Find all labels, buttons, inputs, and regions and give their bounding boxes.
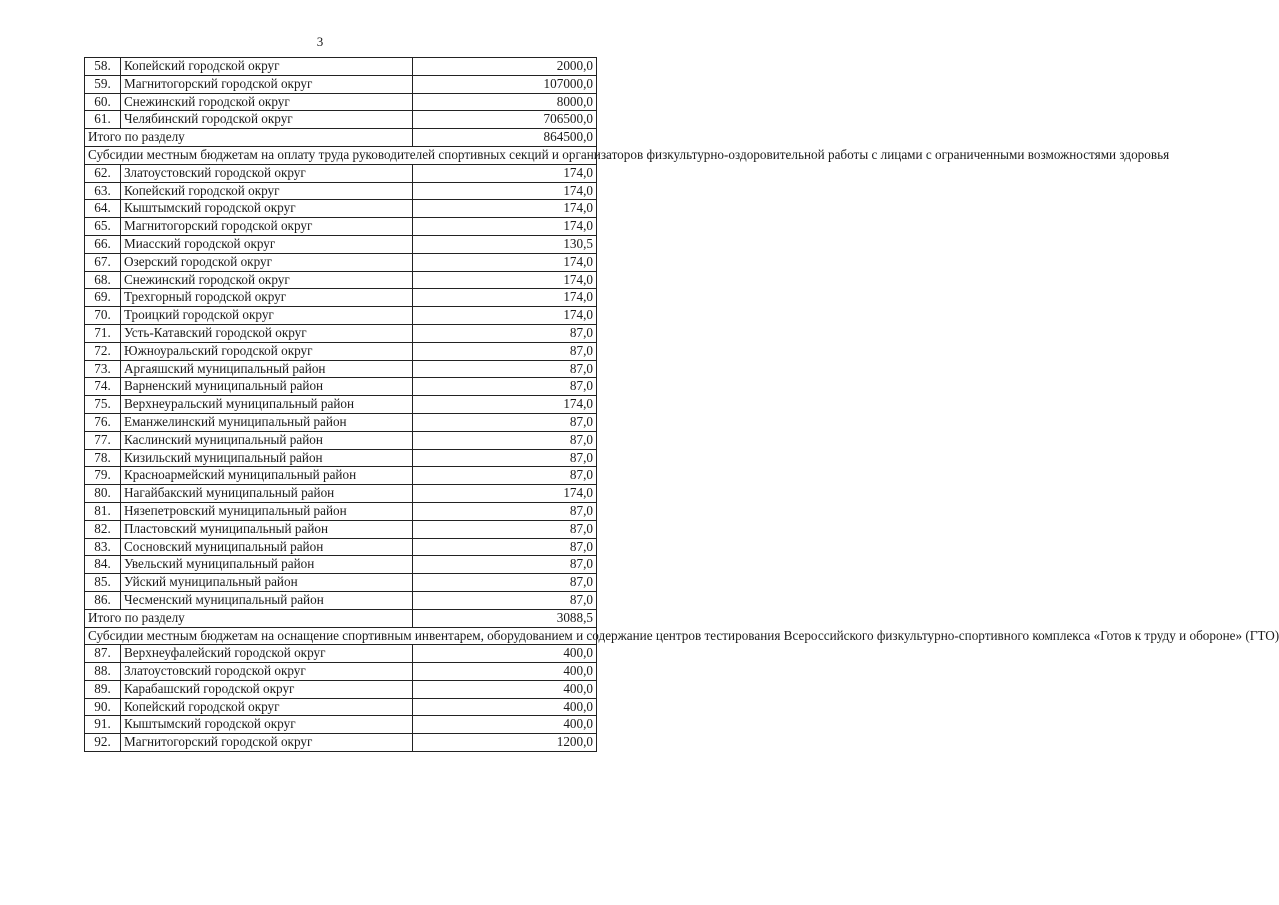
municipality-name: Аргаяшский муниципальный район (121, 360, 413, 378)
row-number: 90. (85, 698, 121, 716)
subsidy-amount: 174,0 (413, 182, 597, 200)
subsidy-amount: 87,0 (413, 378, 597, 396)
municipality-name: Магнитогорский городской округ (121, 218, 413, 236)
subsidy-amount: 400,0 (413, 716, 597, 734)
subsidy-amount: 706500,0 (413, 111, 597, 129)
subsidy-amount: 87,0 (413, 591, 597, 609)
subsidy-amount: 174,0 (413, 271, 597, 289)
row-number: 72. (85, 342, 121, 360)
municipality-name: Снежинский городской округ (121, 271, 413, 289)
table-row (85, 253, 597, 271)
row-number: 85. (85, 574, 121, 592)
subsidy-amount: 1200,0 (413, 734, 597, 752)
table-row (85, 111, 597, 129)
subsidy-amount: 400,0 (413, 663, 597, 681)
subsidy-amount: 400,0 (413, 680, 597, 698)
row-number: 65. (85, 218, 121, 236)
section-total-label: Итого по разделу (85, 129, 413, 147)
table-row (85, 271, 597, 289)
table-row (85, 396, 597, 414)
subsidy-amount: 174,0 (413, 200, 597, 218)
table-row (85, 716, 597, 734)
table-row (85, 556, 597, 574)
municipality-name: Верхнеуфалейский городской округ (121, 645, 413, 663)
row-number: 61. (85, 111, 121, 129)
municipality-name: Златоустовский городской округ (121, 164, 413, 182)
municipality-name: Варненский муниципальный район (121, 378, 413, 396)
subsidy-amount: 130,5 (413, 235, 597, 253)
row-number: 74. (85, 378, 121, 396)
municipality-name: Нагайбакский муниципальный район (121, 485, 413, 503)
section-total-row (85, 609, 597, 627)
row-number: 68. (85, 271, 121, 289)
section-title-row (85, 627, 597, 645)
section-total-row (85, 129, 597, 147)
row-number: 70. (85, 307, 121, 325)
municipality-name: Еманжелинский муниципальный район (121, 413, 413, 431)
table-row (85, 307, 597, 325)
municipality-name: Карабашский городской округ (121, 680, 413, 698)
municipality-name: Кыштымский городской округ (121, 716, 413, 734)
row-number: 87. (85, 645, 121, 663)
subsidy-amount: 8000,0 (413, 93, 597, 111)
municipality-name: Миасский городской округ (121, 235, 413, 253)
table-row (85, 324, 597, 342)
municipality-name: Чесменский муниципальный район (121, 591, 413, 609)
municipality-name: Копейский городской округ (121, 182, 413, 200)
table-row (85, 734, 597, 752)
table-row (85, 520, 597, 538)
row-number: 77. (85, 431, 121, 449)
row-number: 76. (85, 413, 121, 431)
municipality-name: Магнитогорский городской округ (121, 75, 413, 93)
table-row (85, 360, 597, 378)
table-row (85, 431, 597, 449)
table-row (85, 485, 597, 503)
row-number: 58. (85, 58, 121, 76)
row-number: 63. (85, 182, 121, 200)
municipality-name: Усть-Катавский городской округ (121, 324, 413, 342)
table-row (85, 218, 597, 236)
municipality-name: Нязепетровский муниципальный район (121, 502, 413, 520)
row-number: 75. (85, 396, 121, 414)
section-total-amount: 864500,0 (413, 129, 597, 147)
subsidy-amount: 87,0 (413, 360, 597, 378)
row-number: 84. (85, 556, 121, 574)
table-row (85, 58, 597, 76)
municipality-name: Копейский городской округ (121, 698, 413, 716)
row-number: 91. (85, 716, 121, 734)
table-row (85, 591, 597, 609)
municipality-name: Кыштымский городской округ (121, 200, 413, 218)
row-number: 82. (85, 520, 121, 538)
table-row (85, 538, 597, 556)
table-row (85, 449, 597, 467)
table-row (85, 200, 597, 218)
municipality-name: Пластовский муниципальный район (121, 520, 413, 538)
subsidy-amount: 174,0 (413, 164, 597, 182)
row-number: 66. (85, 235, 121, 253)
table-row (85, 574, 597, 592)
subsidy-amount: 174,0 (413, 307, 597, 325)
section-total-amount: 3088,5 (413, 609, 597, 627)
row-number: 89. (85, 680, 121, 698)
municipality-name: Верхнеуральский муниципальный район (121, 396, 413, 414)
subsidy-amount: 87,0 (413, 538, 597, 556)
subsidy-amount: 87,0 (413, 431, 597, 449)
table-row (85, 164, 597, 182)
table-row (85, 663, 597, 681)
row-number: 60. (85, 93, 121, 111)
subsidy-amount: 87,0 (413, 413, 597, 431)
subsidy-table (84, 57, 1279, 752)
subsidy-amount: 87,0 (413, 574, 597, 592)
municipality-name: Троицкий городской округ (121, 307, 413, 325)
municipality-name: Каслинский муниципальный район (121, 431, 413, 449)
row-number: 79. (85, 467, 121, 485)
row-number: 62. (85, 164, 121, 182)
table-row (85, 413, 597, 431)
municipality-name: Сосновский муниципальный район (121, 538, 413, 556)
subsidy-amount: 87,0 (413, 342, 597, 360)
row-number: 64. (85, 200, 121, 218)
table-row (85, 680, 597, 698)
municipality-name: Магнитогорский городской округ (121, 734, 413, 752)
subsidy-amount: 87,0 (413, 556, 597, 574)
section-title-row (85, 146, 597, 164)
row-number: 80. (85, 485, 121, 503)
table-row (85, 289, 597, 307)
table-row (85, 645, 597, 663)
subsidy-amount: 107000,0 (413, 75, 597, 93)
row-number: 59. (85, 75, 121, 93)
table-row (85, 342, 597, 360)
subsidy-amount: 400,0 (413, 645, 597, 663)
row-number: 71. (85, 324, 121, 342)
subsidy-amount: 174,0 (413, 218, 597, 236)
subsidy-amount: 174,0 (413, 396, 597, 414)
municipality-name: Снежинский городской округ (121, 93, 413, 111)
table-row (85, 502, 597, 520)
section-title: Субсидии местным бюджетам на оплату труда руководителей спортивных секций и организаторов физкультурно-оздоровительной работы с лицами с ограниченными возможностями здоровья (85, 146, 597, 164)
row-number: 81. (85, 502, 121, 520)
subsidy-amount: 87,0 (413, 449, 597, 467)
row-number: 88. (85, 663, 121, 681)
subsidy-amount: 87,0 (413, 467, 597, 485)
municipality-name: Златоустовский городской округ (121, 663, 413, 681)
municipality-name: Озерский городской округ (121, 253, 413, 271)
subsidy-amount: 174,0 (413, 289, 597, 307)
municipality-name: Увельский муниципальный район (121, 556, 413, 574)
section-total-label: Итого по разделу (85, 609, 413, 627)
subsidy-amount: 87,0 (413, 502, 597, 520)
row-number: 92. (85, 734, 121, 752)
row-number: 86. (85, 591, 121, 609)
table-row (85, 235, 597, 253)
table-row (85, 698, 597, 716)
municipality-name: Уйский муниципальный район (121, 574, 413, 592)
municipality-name: Кизильский муниципальный район (121, 449, 413, 467)
table-row (85, 93, 597, 111)
municipality-name: Трехгорный городской округ (121, 289, 413, 307)
table-row (85, 378, 597, 396)
table-row (85, 75, 597, 93)
municipality-name: Копейский городской округ (121, 58, 413, 76)
subsidy-amount: 174,0 (413, 485, 597, 503)
subsidy-amount: 2000,0 (413, 58, 597, 76)
subsidy-amount: 87,0 (413, 520, 597, 538)
row-number: 69. (85, 289, 121, 307)
section-title: Субсидии местным бюджетам на оснащение спортивным инвентарем, оборудованием и содержание центров тестирования Всероссийского физкультурно-спортивного комплекса «Готов к труду и обороне» (ГТО) (85, 627, 597, 645)
table-row (85, 182, 597, 200)
municipality-name: Красноармейский муниципальный район (121, 467, 413, 485)
subsidy-amount: 174,0 (413, 253, 597, 271)
row-number: 67. (85, 253, 121, 271)
row-number: 73. (85, 360, 121, 378)
municipality-name: Челябинский городской округ (121, 111, 413, 129)
row-number: 78. (85, 449, 121, 467)
subsidy-amount: 400,0 (413, 698, 597, 716)
row-number: 83. (85, 538, 121, 556)
table-row (85, 467, 597, 485)
subsidy-amount: 87,0 (413, 324, 597, 342)
municipality-name: Южноуральский городской округ (121, 342, 413, 360)
page-number: 3 (316, 34, 324, 49)
